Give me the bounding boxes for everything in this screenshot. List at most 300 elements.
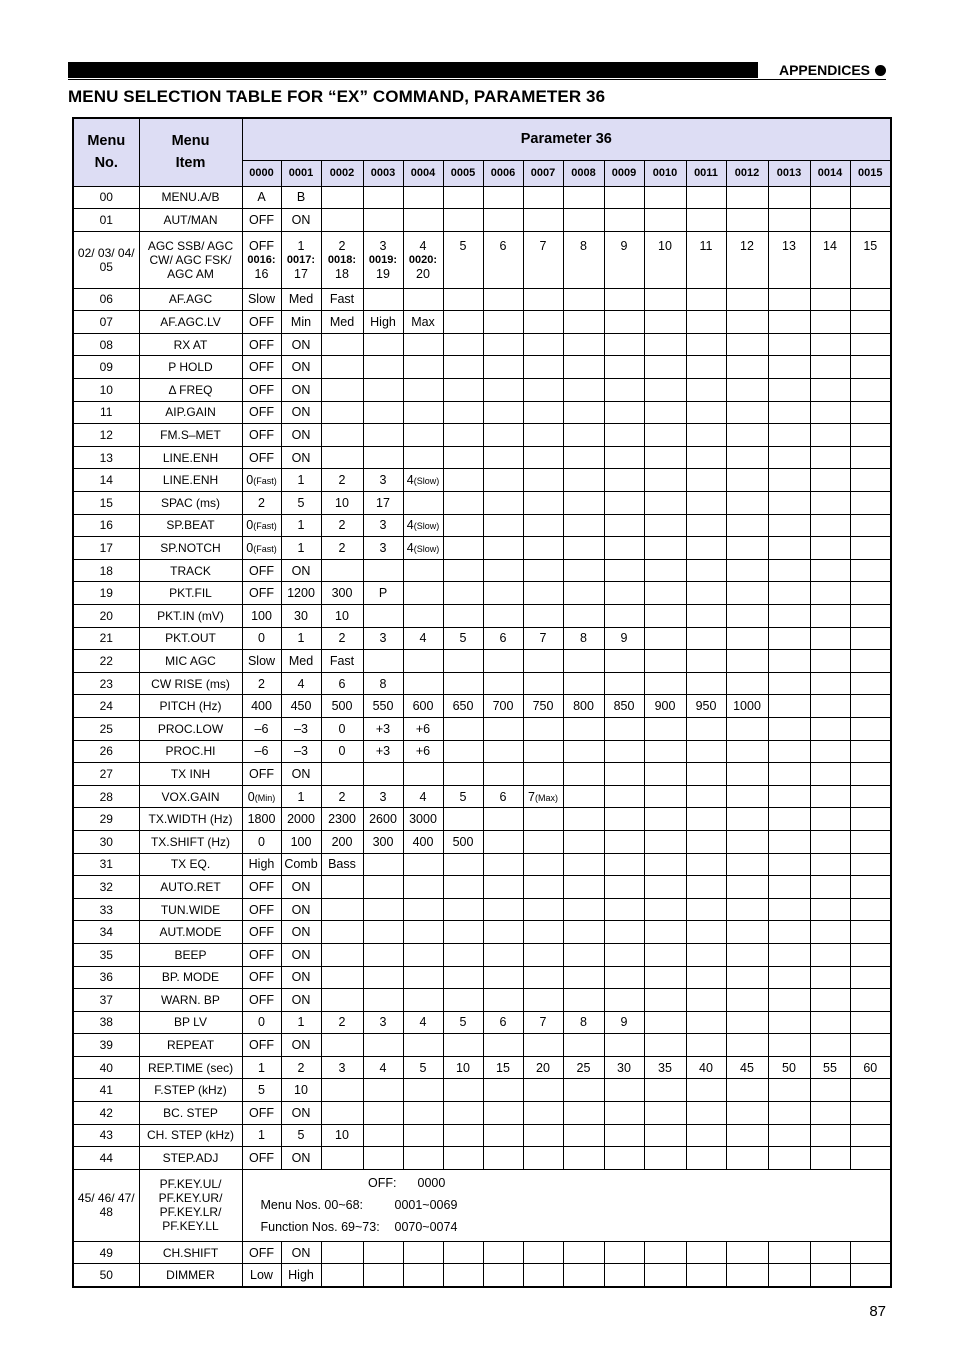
code-header: 0011 bbox=[686, 160, 726, 186]
value-cell bbox=[443, 582, 483, 605]
value-cell bbox=[810, 401, 850, 424]
value-cell bbox=[403, 356, 443, 379]
value-cell bbox=[281, 943, 321, 966]
table-row bbox=[73, 1241, 891, 1264]
value-text: OFF bbox=[249, 405, 274, 420]
value-text: 1 bbox=[258, 1128, 265, 1143]
value-cell bbox=[483, 1147, 523, 1170]
value-text: 2 bbox=[338, 238, 346, 253]
menu-no: 24 bbox=[73, 695, 139, 718]
value-cell bbox=[644, 605, 686, 628]
value-cell bbox=[321, 424, 363, 447]
menu-item: PROC.LOW bbox=[139, 717, 242, 740]
value-text: 7 bbox=[539, 238, 547, 253]
value-cell bbox=[281, 853, 321, 876]
value-cell bbox=[810, 288, 850, 311]
value-cell bbox=[810, 898, 850, 921]
value-cell bbox=[443, 1079, 483, 1102]
extra-code: 0019: bbox=[368, 253, 398, 266]
value-cell bbox=[242, 853, 281, 876]
value-cell bbox=[321, 717, 363, 740]
value-cell bbox=[810, 209, 850, 232]
value-cell bbox=[850, 1124, 891, 1147]
value-cell bbox=[443, 763, 483, 786]
value-cell bbox=[644, 559, 686, 582]
table-row bbox=[73, 876, 891, 899]
value-cell bbox=[242, 695, 281, 718]
value-text: OFF bbox=[249, 766, 274, 781]
pfkey-label: Function Nos. 69~73: bbox=[260, 1220, 380, 1235]
value-cell bbox=[726, 401, 768, 424]
value-cell bbox=[443, 672, 483, 695]
value-cell bbox=[321, 288, 363, 311]
value-text: 4 bbox=[406, 541, 414, 556]
value-cell bbox=[686, 650, 726, 673]
value-cell bbox=[483, 379, 523, 402]
value-text: High bbox=[248, 857, 275, 872]
menu-no: 11 bbox=[73, 401, 139, 424]
menu-no: 23 bbox=[73, 672, 139, 695]
value-cell bbox=[242, 333, 281, 356]
menu-item: PITCH (Hz) bbox=[139, 695, 242, 718]
header-black-band bbox=[68, 62, 758, 78]
value-cell bbox=[242, 492, 281, 515]
value-cell bbox=[242, 311, 281, 334]
value-cell bbox=[403, 231, 443, 288]
value-text: 2 bbox=[338, 473, 346, 488]
value-text: 750 bbox=[532, 699, 554, 714]
value-cell bbox=[443, 966, 483, 989]
value-cell bbox=[363, 785, 403, 808]
table-row bbox=[73, 695, 891, 718]
value-cell bbox=[242, 672, 281, 695]
value-cell bbox=[726, 537, 768, 560]
value-cell bbox=[686, 186, 726, 209]
pfkey-value: 0000 bbox=[417, 1176, 446, 1191]
value-cell bbox=[644, 740, 686, 763]
value-cell bbox=[604, 605, 644, 628]
value-text: +3 bbox=[375, 744, 391, 759]
value-cell bbox=[850, 311, 891, 334]
value-cell bbox=[321, 943, 363, 966]
pfkey-label: Menu Nos. 00~68: bbox=[260, 1198, 363, 1213]
value-text: 4 bbox=[406, 518, 414, 533]
value-cell bbox=[563, 514, 604, 537]
value-cell bbox=[726, 514, 768, 537]
value-text: 10 bbox=[335, 1128, 349, 1143]
value-cell bbox=[523, 1011, 563, 1034]
value-cell bbox=[686, 1264, 726, 1287]
menu-item: BP LV bbox=[139, 1011, 242, 1034]
value-text: 10 bbox=[294, 1083, 308, 1098]
value-text: 4 bbox=[419, 789, 427, 804]
value-cell bbox=[403, 1034, 443, 1057]
value-cell bbox=[604, 627, 644, 650]
table-row bbox=[73, 898, 891, 921]
value-cell bbox=[686, 379, 726, 402]
value-cell bbox=[403, 1079, 443, 1102]
value-text: 400 bbox=[251, 699, 272, 714]
value-text: 2 bbox=[338, 518, 346, 533]
value-cell bbox=[726, 1056, 768, 1079]
value-cell bbox=[563, 1124, 604, 1147]
value-cell bbox=[810, 717, 850, 740]
value-cell bbox=[768, 446, 810, 469]
value-cell bbox=[443, 921, 483, 944]
value-cell bbox=[403, 537, 443, 560]
value-cell bbox=[686, 492, 726, 515]
value-cell bbox=[242, 424, 281, 447]
value-cell bbox=[281, 1034, 321, 1057]
value-text: –3 bbox=[294, 721, 308, 736]
value-text: 1 bbox=[297, 473, 305, 488]
value-cell bbox=[321, 514, 363, 537]
value-cell bbox=[242, 1124, 281, 1147]
value-cell bbox=[644, 311, 686, 334]
value-cell bbox=[563, 605, 604, 628]
value-cell bbox=[281, 1011, 321, 1034]
value-cell bbox=[810, 469, 850, 492]
value-cell bbox=[726, 469, 768, 492]
value-cell bbox=[768, 830, 810, 853]
value-cell bbox=[242, 186, 281, 209]
code-header: 0014 bbox=[810, 160, 850, 186]
menu-no: 13 bbox=[73, 446, 139, 469]
value-cell bbox=[281, 537, 321, 560]
value-text: 3000 bbox=[409, 812, 437, 827]
value-cell bbox=[686, 989, 726, 1012]
value-cell bbox=[523, 469, 563, 492]
value-cell bbox=[281, 650, 321, 673]
value-cell bbox=[686, 830, 726, 853]
value-cell bbox=[686, 1147, 726, 1170]
value-text: 2 bbox=[338, 631, 346, 646]
value-text: 3 bbox=[379, 518, 387, 533]
value-cell bbox=[523, 853, 563, 876]
value-cell bbox=[242, 582, 281, 605]
value-cell bbox=[604, 559, 644, 582]
value-cell bbox=[443, 186, 483, 209]
value-text: 60 bbox=[863, 1060, 878, 1075]
value-cell bbox=[563, 582, 604, 605]
value-cell bbox=[281, 1241, 321, 1264]
value-cell bbox=[768, 1264, 810, 1287]
menu-no: 29 bbox=[73, 808, 139, 831]
value-cell bbox=[443, 605, 483, 628]
menu-item: AF.AGC.LV bbox=[139, 311, 242, 334]
value-cell bbox=[726, 209, 768, 232]
menu-item: TRACK bbox=[139, 559, 242, 582]
value-text: ON bbox=[291, 382, 311, 397]
pfkey-line bbox=[261, 1172, 891, 1194]
value-cell bbox=[768, 1079, 810, 1102]
extra-code: 0018: bbox=[327, 253, 357, 266]
value-cell bbox=[563, 627, 604, 650]
value-cell bbox=[850, 808, 891, 831]
value-text: 2600 bbox=[369, 812, 397, 827]
value-text: Min bbox=[290, 315, 312, 330]
value-cell bbox=[563, 469, 604, 492]
value-cell bbox=[523, 876, 563, 899]
value-cell bbox=[443, 1034, 483, 1057]
value-cell bbox=[644, 717, 686, 740]
value-text: 50 bbox=[782, 1060, 796, 1075]
value-cell bbox=[726, 717, 768, 740]
value-cell bbox=[850, 379, 891, 402]
value-cell bbox=[363, 379, 403, 402]
value-cell bbox=[281, 989, 321, 1012]
table-row bbox=[73, 1056, 891, 1079]
value-cell bbox=[686, 311, 726, 334]
value-text: 1 bbox=[297, 518, 305, 533]
value-cell bbox=[686, 627, 726, 650]
value-cell bbox=[644, 672, 686, 695]
value-text: OFF bbox=[249, 879, 274, 894]
menu-no: 22 bbox=[73, 650, 139, 673]
value-text: 4 bbox=[419, 238, 427, 253]
value-cell bbox=[443, 1102, 483, 1125]
value-text: ON bbox=[291, 1151, 311, 1166]
table-row bbox=[73, 356, 891, 379]
value-text: ON bbox=[291, 450, 311, 465]
value-cell bbox=[523, 763, 563, 786]
value-cell bbox=[810, 1079, 850, 1102]
value-text: 9 bbox=[620, 631, 628, 646]
value-cell bbox=[850, 333, 891, 356]
value-cell bbox=[363, 469, 403, 492]
pfkey-line bbox=[261, 1194, 891, 1216]
value-cell bbox=[281, 492, 321, 515]
value-cell bbox=[726, 446, 768, 469]
value-cell bbox=[281, 559, 321, 582]
value-text: 15 bbox=[863, 238, 878, 253]
value-cell bbox=[563, 1147, 604, 1170]
value-text: 200 bbox=[331, 834, 353, 849]
value-cell bbox=[483, 446, 523, 469]
table-row bbox=[73, 492, 891, 515]
value-cell bbox=[281, 785, 321, 808]
value-cell bbox=[281, 288, 321, 311]
menu-item: DIMMER bbox=[139, 1264, 242, 1287]
menu-no: 00 bbox=[73, 186, 139, 209]
value-text: 17 bbox=[376, 495, 390, 510]
value-text: 8 bbox=[379, 676, 387, 691]
value-text: 0 bbox=[338, 744, 346, 759]
value-cell bbox=[242, 717, 281, 740]
value-cell bbox=[768, 921, 810, 944]
value-cell bbox=[523, 627, 563, 650]
value-text: 5 bbox=[297, 1128, 305, 1143]
menu-no: 27 bbox=[73, 763, 139, 786]
value-cell bbox=[604, 672, 644, 695]
value-cell bbox=[604, 921, 644, 944]
value-cell bbox=[563, 446, 604, 469]
value-cell bbox=[686, 424, 726, 447]
menu-no: 01 bbox=[73, 209, 139, 232]
value-cell bbox=[523, 830, 563, 853]
value-cell bbox=[403, 1124, 443, 1147]
value-cell bbox=[726, 186, 768, 209]
value-cell bbox=[403, 808, 443, 831]
menu-no: 40 bbox=[73, 1056, 139, 1079]
value-cell bbox=[321, 650, 363, 673]
value-text: 5 bbox=[459, 1015, 467, 1030]
value-cell bbox=[242, 379, 281, 402]
code-header: 0012 bbox=[726, 160, 768, 186]
value-text: 300 bbox=[331, 586, 353, 601]
value-cell bbox=[523, 740, 563, 763]
value-cell bbox=[321, 333, 363, 356]
value-note: (Min) bbox=[254, 792, 276, 803]
value-cell bbox=[321, 627, 363, 650]
value-cell bbox=[768, 876, 810, 899]
value-cell bbox=[443, 740, 483, 763]
menu-item: Δ FREQ bbox=[139, 379, 242, 402]
value-cell bbox=[810, 379, 850, 402]
value-cell bbox=[644, 288, 686, 311]
value-cell bbox=[604, 1264, 644, 1287]
value-cell bbox=[483, 559, 523, 582]
value-text: 4 bbox=[419, 631, 427, 646]
value-cell bbox=[281, 1102, 321, 1125]
menu-no: 07 bbox=[73, 311, 139, 334]
menu-no: 49 bbox=[73, 1241, 139, 1264]
code-header: 0004 bbox=[403, 160, 443, 186]
value-cell bbox=[321, 1102, 363, 1125]
value-cell bbox=[483, 333, 523, 356]
value-cell bbox=[686, 1241, 726, 1264]
value-cell bbox=[810, 492, 850, 515]
value-cell bbox=[321, 808, 363, 831]
menu-item: PKT.OUT bbox=[139, 627, 242, 650]
value-cell bbox=[850, 740, 891, 763]
table-row bbox=[73, 672, 891, 695]
value-cell bbox=[363, 1034, 403, 1057]
value-cell bbox=[563, 943, 604, 966]
value-text: 3 bbox=[379, 473, 387, 488]
menu-no: 38 bbox=[73, 1011, 139, 1034]
value-text: 1 bbox=[297, 789, 305, 804]
value-cell bbox=[810, 921, 850, 944]
value-cell bbox=[523, 785, 563, 808]
menu-item: FM.S–MET bbox=[139, 424, 242, 447]
value-cell bbox=[850, 537, 891, 560]
value-cell bbox=[768, 989, 810, 1012]
pfkey-value: 0001~0069 bbox=[394, 1198, 458, 1213]
value-cell bbox=[363, 1011, 403, 1034]
value-cell bbox=[686, 333, 726, 356]
menu-no: 15 bbox=[73, 492, 139, 515]
value-cell bbox=[726, 853, 768, 876]
value-cell bbox=[810, 808, 850, 831]
value-cell bbox=[850, 469, 891, 492]
value-cell bbox=[483, 1102, 523, 1125]
menu-no: 20 bbox=[73, 605, 139, 628]
value-cell bbox=[604, 1241, 644, 1264]
value-cell bbox=[686, 740, 726, 763]
value-text: 1 bbox=[258, 1060, 265, 1075]
value-cell bbox=[363, 186, 403, 209]
table-body bbox=[73, 186, 891, 1287]
value-cell bbox=[810, 537, 850, 560]
table-row bbox=[73, 830, 891, 853]
value-cell bbox=[768, 356, 810, 379]
value-cell bbox=[483, 311, 523, 334]
value-cell bbox=[523, 356, 563, 379]
menu-item: AGC SSB/ AGC CW/ AGC FSK/ AGC AM bbox=[139, 231, 242, 288]
value-cell bbox=[403, 921, 443, 944]
value-text: OFF bbox=[249, 1038, 274, 1053]
value-cell bbox=[810, 1147, 850, 1170]
value-cell bbox=[768, 627, 810, 650]
value-cell bbox=[321, 209, 363, 232]
value-cell bbox=[483, 1056, 523, 1079]
value-cell bbox=[726, 379, 768, 402]
value-cell bbox=[281, 876, 321, 899]
value-text: 35 bbox=[658, 1060, 672, 1075]
value-cell bbox=[644, 808, 686, 831]
value-cell bbox=[810, 1056, 850, 1079]
value-cell bbox=[483, 288, 523, 311]
value-text: High bbox=[370, 315, 396, 330]
value-cell bbox=[483, 672, 523, 695]
value-cell bbox=[644, 785, 686, 808]
value-text: 5 bbox=[258, 1083, 265, 1098]
value-text: ON bbox=[291, 1245, 311, 1260]
value-cell bbox=[604, 853, 644, 876]
value-cell bbox=[768, 311, 810, 334]
value-cell bbox=[443, 943, 483, 966]
value-cell bbox=[363, 492, 403, 515]
value-text: 10 bbox=[335, 495, 349, 510]
value-cell bbox=[403, 379, 443, 402]
value-text: 0 bbox=[338, 721, 346, 736]
value-cell bbox=[726, 424, 768, 447]
value-cell bbox=[563, 1056, 604, 1079]
value-cell bbox=[644, 989, 686, 1012]
value-cell bbox=[686, 1056, 726, 1079]
value-cell bbox=[686, 876, 726, 899]
value-cell bbox=[850, 785, 891, 808]
value-text: 1000 bbox=[733, 699, 761, 714]
value-cell bbox=[810, 356, 850, 379]
value-cell bbox=[604, 1124, 644, 1147]
value-cell bbox=[563, 209, 604, 232]
value-cell bbox=[483, 830, 523, 853]
value-text: 450 bbox=[290, 699, 312, 714]
value-cell bbox=[644, 209, 686, 232]
value-cell bbox=[483, 785, 523, 808]
code-header: 0010 bbox=[644, 160, 686, 186]
value-cell bbox=[443, 717, 483, 740]
value-text: 7 bbox=[539, 1015, 547, 1030]
value-cell bbox=[604, 514, 644, 537]
menu-no: 30 bbox=[73, 830, 139, 853]
value-cell bbox=[563, 559, 604, 582]
value-cell bbox=[321, 1034, 363, 1057]
value-cell bbox=[726, 559, 768, 582]
menu-no: 28 bbox=[73, 785, 139, 808]
value-cell bbox=[644, 898, 686, 921]
value-cell bbox=[644, 582, 686, 605]
value-cell bbox=[523, 1147, 563, 1170]
value-cell bbox=[523, 424, 563, 447]
value-cell bbox=[644, 379, 686, 402]
value-cell bbox=[242, 537, 281, 560]
value-cell bbox=[726, 943, 768, 966]
value-cell bbox=[281, 966, 321, 989]
value-cell bbox=[281, 1056, 321, 1079]
